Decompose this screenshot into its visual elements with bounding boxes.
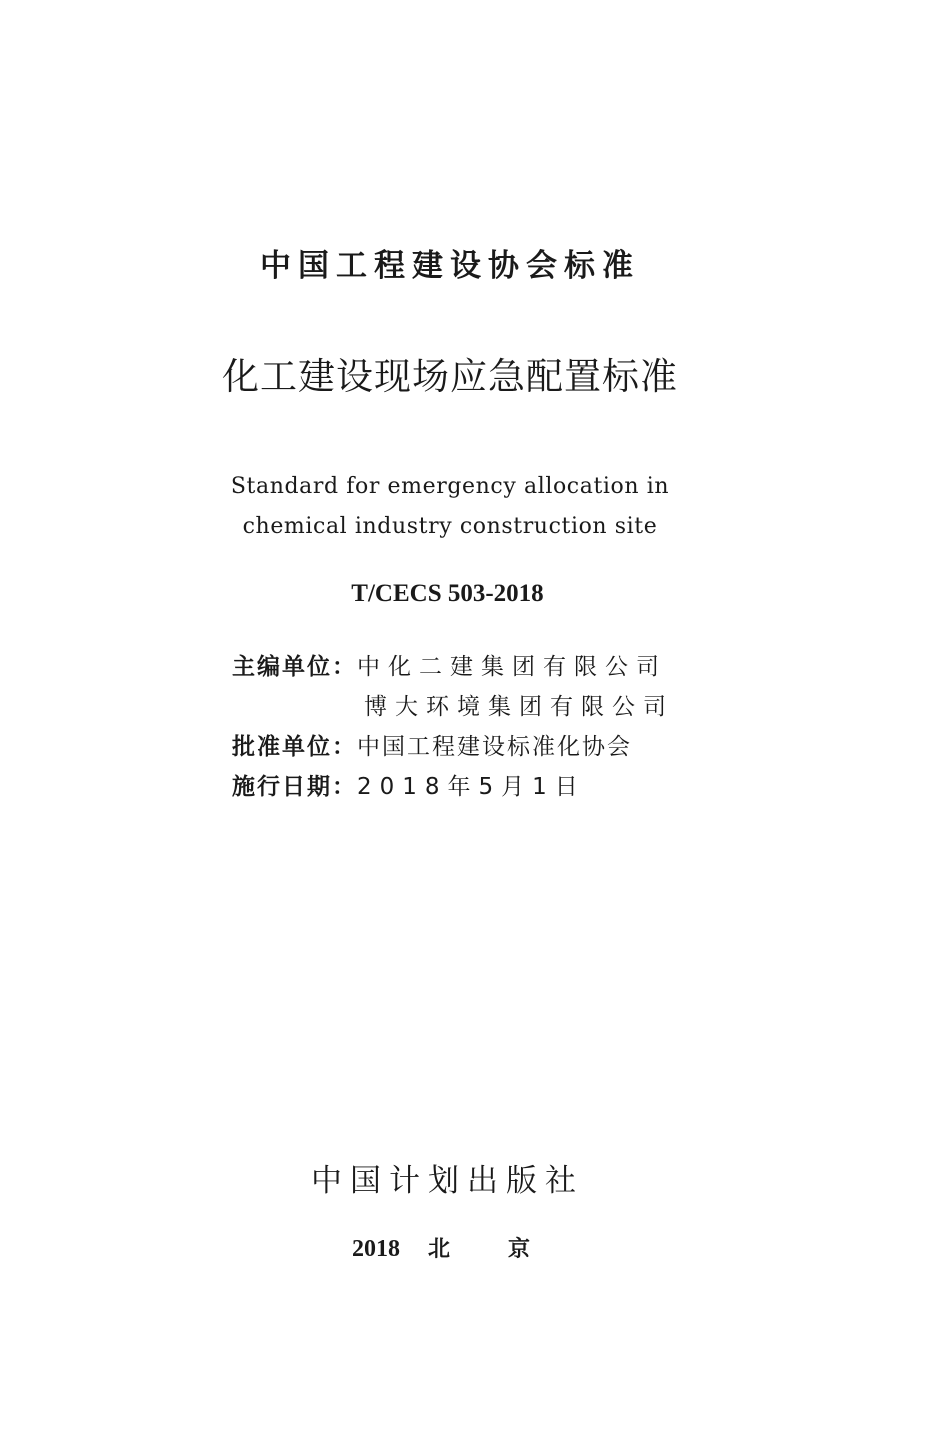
organization-title: 中国工程建设协会标准	[260, 248, 640, 284]
effective-date: 2018年5月1日	[357, 774, 586, 800]
chief-editor-row	[232, 648, 667, 681]
chief-editor-label: 主编单位：	[232, 654, 357, 680]
standard-code: T/CECS 503-2018	[351, 580, 544, 607]
chief-editor-2: 博大环境集团有限公司	[364, 694, 674, 720]
publication-city: 北京	[428, 1237, 589, 1262]
chief-editor-row-2	[364, 688, 674, 721]
approver-label: 批准单位：	[232, 734, 357, 760]
approver: 中国工程建设标准化协会	[357, 734, 632, 760]
english-title-line-1: Standard for emergency allocation in	[230, 474, 670, 499]
effective-date-row	[232, 768, 586, 801]
english-title-line-2: chemical industry construction site	[242, 514, 658, 539]
main-title: 化工建设现场应急配置标准	[222, 355, 678, 398]
chief-editor-1: 中化二建集团有限公司	[357, 654, 667, 680]
publication-year: 2018	[352, 1236, 400, 1262]
publisher: 中国计划出版社	[311, 1163, 584, 1199]
publication-place	[352, 1232, 588, 1263]
approver-row	[232, 728, 632, 761]
effective-date-label: 施行日期：	[232, 774, 357, 800]
